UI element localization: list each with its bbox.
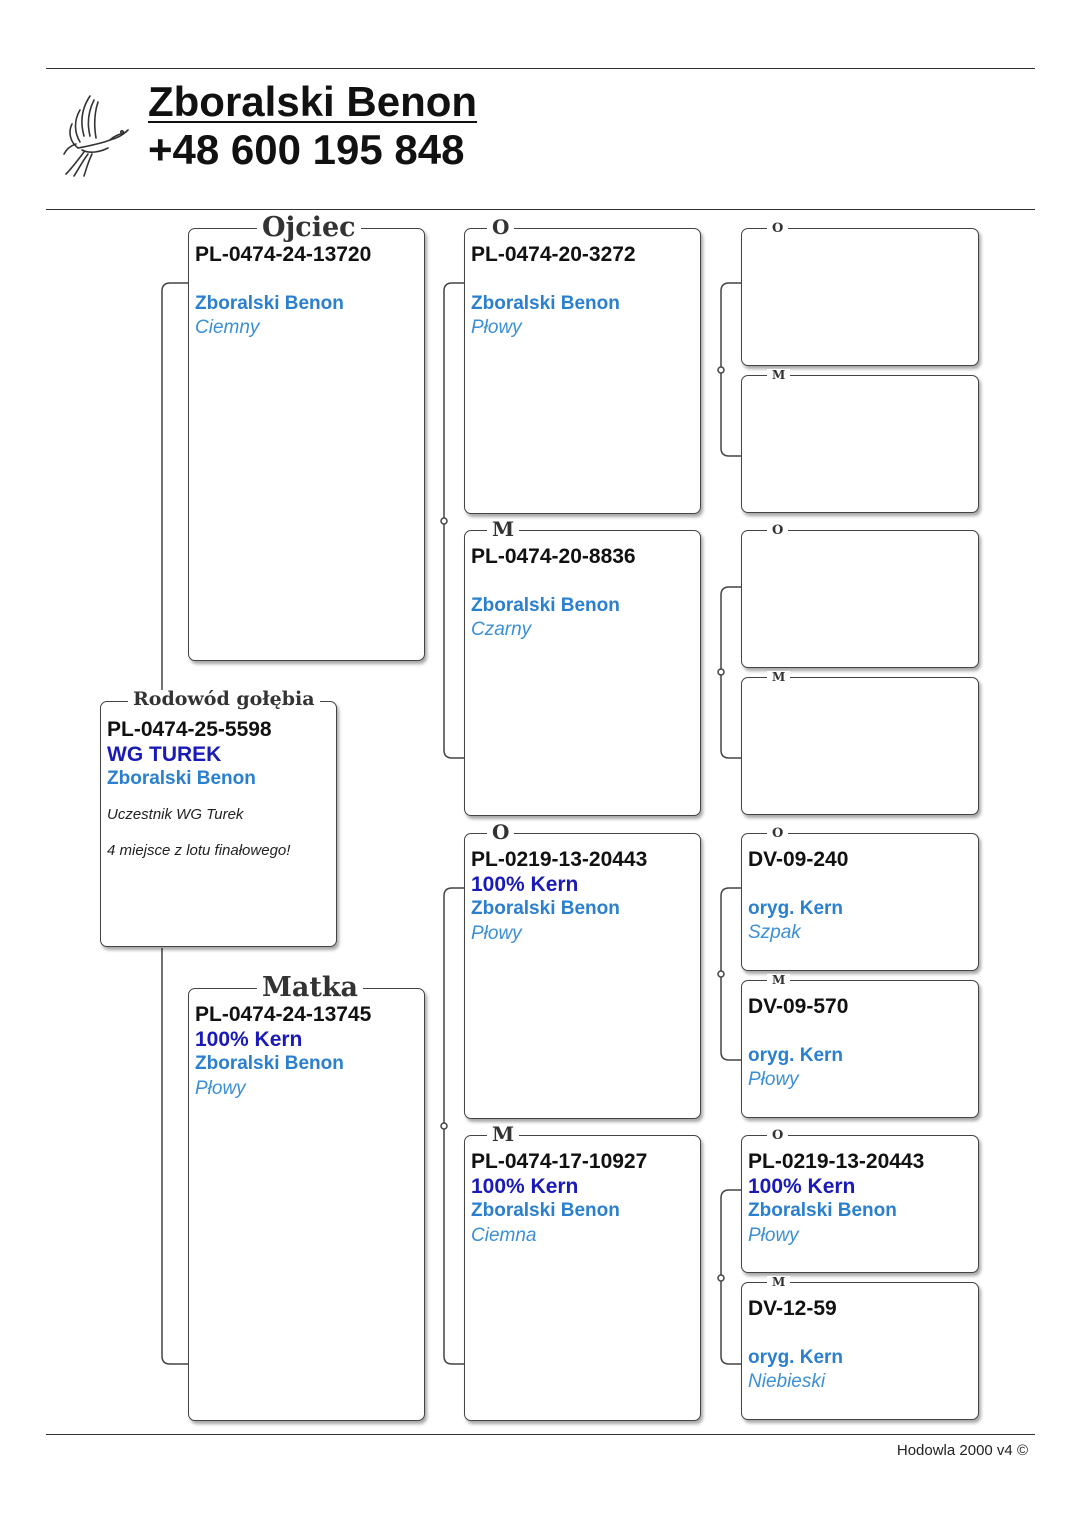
ring-number: DV-12-59 (748, 1297, 837, 1320)
color: Niebieski (748, 1371, 826, 1392)
color: Płowy (748, 1224, 799, 1246)
note-1: Uczestnik WG Turek (107, 805, 244, 823)
title: 100% Kern (471, 872, 579, 896)
breeder: oryg. Kern (748, 897, 844, 919)
color: Płowy (471, 922, 522, 944)
great-grandparent-card-1 (741, 228, 979, 366)
breeder: Zboralski Benon (471, 1200, 620, 1221)
ring-number: PL-0219-13-20443 (748, 1150, 925, 1173)
ring-number: PL-0474-17-10927 (471, 1150, 648, 1173)
ring-number: DV-09-570 (748, 995, 849, 1018)
mother-card (188, 988, 425, 1421)
ring-number: PL-0219-13-20443 (471, 848, 648, 871)
breeder: oryg. Kern (748, 1044, 844, 1066)
great-grandparent-label-5: O (767, 827, 788, 840)
breeder-name: Zboralski Benon (148, 78, 478, 125)
ring-number: DV-09-240 (748, 848, 849, 871)
footer-rule (46, 1434, 1035, 1435)
ring-number: PL-0474-25-5598 (107, 718, 272, 741)
ring-number: PL-0474-24-13720 (195, 243, 372, 266)
father-card (188, 228, 425, 661)
breeder: Zboralski Benon (471, 898, 620, 919)
color: Płowy (471, 317, 522, 338)
great-grandparent-card-6 (741, 980, 979, 1118)
great-grandparent-label-2: M (767, 369, 790, 381)
ring-number: PL-0474-20-3272 (471, 243, 636, 266)
ring-number: PL-0474-20-8836 (471, 545, 636, 568)
subject-card (100, 701, 337, 947)
title: 100% Kern (748, 1174, 856, 1198)
color: Czarny (471, 619, 532, 640)
grandfather-paternal-label: O (487, 217, 514, 237)
pigeon-name: WG TUREK (107, 742, 222, 766)
grandmother-maternal-label: M (487, 1124, 519, 1144)
great-grandparent-card-4 (741, 677, 979, 815)
great-grandparent-label-8: M (767, 1276, 790, 1288)
color: Ciemna (471, 1224, 537, 1246)
pedigree-label: Rodowód gołębia (128, 690, 320, 709)
title: 100% Kern (195, 1027, 303, 1051)
footer-credit: Hodowla 2000 v4 © (896, 1442, 1028, 1459)
mother-label: Matka (257, 974, 363, 1001)
great-grandparent-label-7: O (767, 1129, 788, 1142)
color: Płowy (195, 1077, 246, 1099)
great-grandparent-card-3 (741, 530, 979, 668)
great-grandparent-card-8 (741, 1282, 979, 1420)
grandmother-paternal-label: M (487, 519, 519, 539)
great-grandparent-label-6: M (767, 974, 790, 986)
breeder: Zboralski Benon (195, 292, 344, 314)
great-grandparent-card-7 (741, 1135, 979, 1273)
great-grandparent-label-4: M (767, 671, 790, 683)
great-grandparent-card-2 (741, 375, 979, 513)
color: Szpak (748, 922, 801, 943)
grandmother-paternal-card (464, 530, 701, 816)
great-grandparent-label-3: O (767, 524, 788, 537)
great-grandparent-label-1: O (767, 222, 788, 235)
breeder: Zboralski Benon (195, 1053, 344, 1074)
breeder: Zboralski Benon (748, 1200, 897, 1221)
note-2: 4 miejsce z lotu finałowego! (107, 841, 291, 859)
grandfather-maternal-card (464, 833, 701, 1119)
breeder: oryg. Kern (748, 1346, 844, 1368)
father-label: Ojciec (257, 214, 361, 241)
breeder: Zboralski Benon (471, 594, 620, 616)
breeder-phone: +48 600 195 848 (148, 126, 465, 173)
grandmother-maternal-card (464, 1135, 701, 1421)
grandfather-paternal-card (464, 228, 701, 514)
color: Płowy (748, 1069, 799, 1090)
great-grandparent-card-5 (741, 833, 979, 971)
breeder: Zboralski Benon (471, 292, 620, 314)
grandfather-maternal-label: O (487, 822, 514, 842)
breeder: Zboralski Benon (107, 768, 256, 789)
color: Ciemny (195, 317, 260, 338)
title: 100% Kern (471, 1174, 579, 1198)
ring-number: PL-0474-24-13745 (195, 1003, 372, 1026)
